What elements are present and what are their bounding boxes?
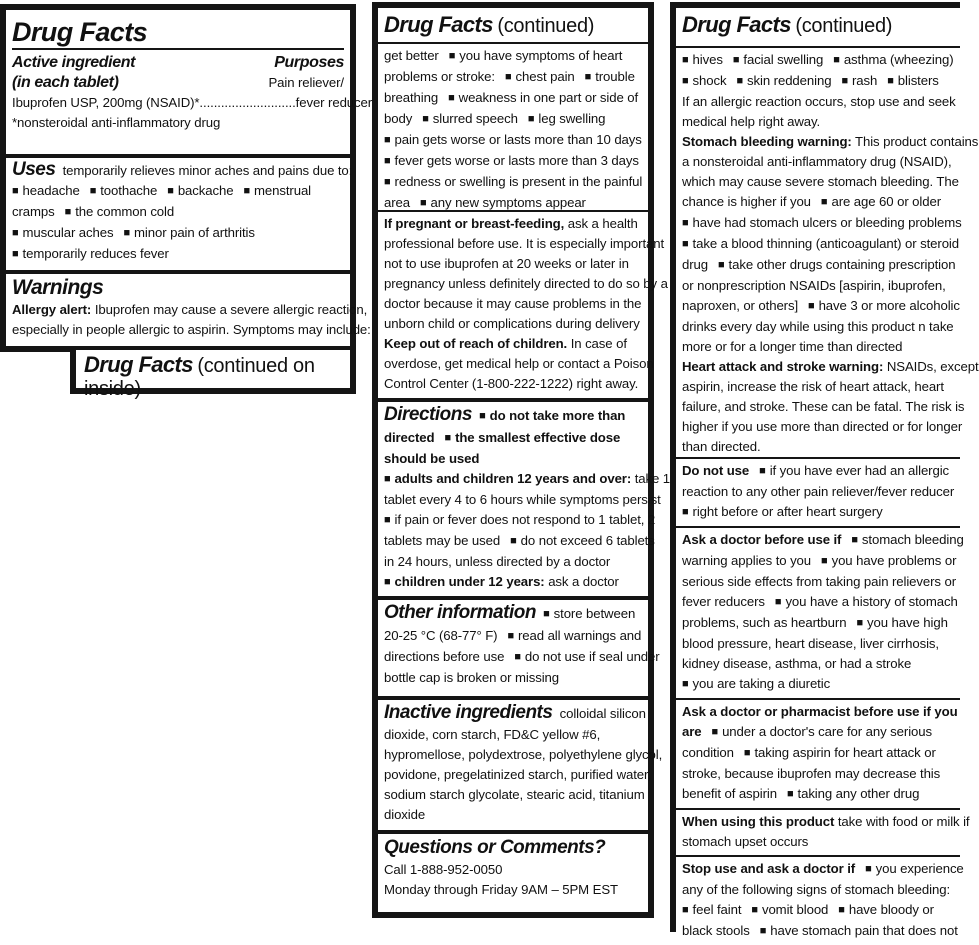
use-item: ■ temporarily reduces fever bbox=[12, 246, 169, 261]
panel-title-tail: (continued) bbox=[795, 15, 893, 37]
symptom-item: ■ rash bbox=[841, 73, 877, 88]
text: povidone, pregelatinized starch, purified water, bbox=[384, 767, 652, 782]
text: benefit of aspirin bbox=[682, 786, 777, 801]
directions-heading: Directions bbox=[384, 404, 472, 425]
continued-on-inside-box bbox=[70, 350, 356, 400]
use-item-cont: cramps bbox=[12, 204, 55, 219]
condition-item: ■ have bloody or bbox=[838, 902, 934, 917]
condition-item: ■ you have problems or bbox=[821, 553, 956, 568]
text: naproxen, or others] bbox=[682, 298, 799, 313]
ask-pharmacist-label: are bbox=[682, 724, 702, 739]
condition-item: ■ you experience bbox=[865, 861, 964, 876]
text: NSAIDs, except bbox=[886, 359, 979, 374]
warning-item: ■ pain gets worse or lasts more than 10 days bbox=[384, 132, 642, 147]
condition-item: ■ have stomach pain that does not bbox=[760, 923, 958, 938]
text: ask a health bbox=[567, 216, 638, 231]
symptom-item: ■ hives bbox=[682, 52, 723, 67]
drug-facts-panel-3 bbox=[670, 2, 979, 938]
symptom-item: ■ skin reddening bbox=[737, 73, 832, 88]
info-item: ■ do not use if seal under bbox=[514, 649, 659, 664]
warnings-section bbox=[6, 274, 371, 343]
directions-section bbox=[378, 402, 671, 600]
ask-pharmacist-section bbox=[676, 700, 960, 810]
direction-item: ■ children under 12 years: bbox=[384, 574, 545, 589]
text: dioxide bbox=[384, 807, 426, 822]
inactive-ingredients-section bbox=[378, 700, 663, 834]
warning-item: ■ fever gets worse or lasts more than 3 days bbox=[384, 153, 639, 168]
text: problems or stroke: bbox=[384, 69, 495, 84]
text: If an allergic reaction occurs, stop use and seek bbox=[682, 94, 956, 109]
condition-item: ■ stomach bleeding bbox=[851, 532, 963, 547]
text: in 24 hours, unless directed by a doctor bbox=[384, 554, 611, 569]
text: bottle cap is broken or missing bbox=[384, 670, 560, 685]
text: fever reducers bbox=[682, 594, 765, 609]
text: serious side effects from taking pain relievers or bbox=[682, 574, 957, 589]
condition-item: ■ taking aspirin for heart attack or bbox=[744, 745, 936, 760]
condition-item: ■ feel faint bbox=[682, 902, 741, 917]
continued-title: Drug Facts bbox=[84, 352, 193, 377]
condition-item: ■ you have a history of stomach bbox=[775, 594, 958, 609]
text: not to use ibuprofen at 20 weeks or later in bbox=[384, 256, 629, 271]
text: drug bbox=[682, 257, 708, 272]
warning-item: ■ redness or swelling is present in the painful bbox=[384, 174, 642, 189]
use-item: ■ backache bbox=[167, 183, 233, 198]
text: problems, such as heartburn bbox=[682, 615, 847, 630]
do-not-use-section bbox=[676, 457, 960, 528]
questions-heading: Questions or Comments? bbox=[384, 837, 606, 858]
text: a nonsteroidal anti-inflammatory drug (NSAID), bbox=[682, 154, 952, 169]
text: black stools bbox=[682, 923, 750, 938]
condition-item: ■ you are taking a diuretic bbox=[682, 676, 830, 691]
other-info-heading: Other information bbox=[384, 602, 536, 623]
text: unborn child or complications during delivery bbox=[384, 316, 640, 331]
use-item: ■ toothache bbox=[90, 183, 158, 198]
stop-use-section bbox=[676, 857, 964, 945]
text: body bbox=[384, 111, 413, 126]
questions-section bbox=[378, 834, 648, 903]
warning-item: ■ weakness in one part or side of bbox=[448, 90, 638, 105]
drug-facts-panel-2 bbox=[372, 2, 671, 918]
text: warning applies to you bbox=[682, 553, 812, 568]
text: ask a doctor bbox=[548, 574, 619, 589]
stomach-warning-label: Stomach bleeding warning: bbox=[682, 134, 852, 149]
text: 20-25 °C (68-77° F) bbox=[384, 628, 498, 643]
text: doctor because it may cause problems in the bbox=[384, 296, 642, 311]
active-ingredient-section bbox=[6, 10, 373, 158]
text: aspirin, increase the risk of heart attack, heart bbox=[682, 379, 944, 394]
hours: Monday through Friday 9AM – 5PM EST bbox=[384, 882, 618, 897]
pregnancy-label: If pregnant or breast-feeding, bbox=[384, 216, 565, 231]
text: professional before use. It is especially important bbox=[384, 236, 665, 251]
use-item: ■ menstrual bbox=[243, 183, 311, 198]
risk-item: ■ take a blood thinning (anticoagulant) or steroid bbox=[682, 236, 959, 251]
continued-tail: (continued on inside) bbox=[84, 355, 315, 400]
pregnancy-section bbox=[378, 212, 668, 402]
direction-item: ■ do not exceed 6 tablets bbox=[510, 533, 655, 548]
when-using-label: When using this product bbox=[682, 814, 835, 829]
keep-out-label: Keep out of reach of children. bbox=[384, 336, 568, 351]
text: hypromellose, polydextrose, polyethylene glycol, bbox=[384, 747, 663, 762]
text: directions before use bbox=[384, 649, 505, 664]
symptom-item: ■ shock bbox=[682, 73, 727, 88]
warning-item: ■ slurred speech bbox=[422, 111, 518, 126]
text: higher if you use more than directed or for longer bbox=[682, 419, 963, 434]
text: than directed. bbox=[682, 439, 761, 454]
direction-item: ■ the smallest effective dose bbox=[445, 430, 621, 445]
risk-item: ■ have 3 or more alcoholic bbox=[808, 298, 960, 313]
text: reaction to any other pain reliever/fever reducer bbox=[682, 484, 955, 499]
text: Control Center (1-800-222-1222) right away. bbox=[384, 376, 639, 391]
text: which may cause severe stomach bleeding. The bbox=[682, 174, 959, 189]
warning-item: ■ chest pain bbox=[505, 69, 575, 84]
direction-item: ■ adults and children 12 years and over: bbox=[384, 471, 631, 486]
panel-2-header bbox=[378, 8, 648, 44]
condition-item: ■ taking any other drug bbox=[787, 786, 919, 801]
active-ingredient-heading: Active ingredient bbox=[12, 54, 136, 71]
symptom-item: ■ asthma (wheezing) bbox=[833, 52, 953, 67]
direction-item: ■ if pain or fever does not respond to 1 tablet, 2 bbox=[384, 512, 655, 527]
ingredient-line: Ibuprofen USP, 200mg (NSAID)*...........................fever reducer bbox=[12, 95, 373, 110]
text: stroke, because ibuprofen may decrease this bbox=[682, 766, 941, 781]
ask-doctor-section bbox=[676, 528, 964, 700]
direction-item: ■ do not take more than bbox=[479, 408, 625, 423]
active-ingredient-subheading: (in each tablet) bbox=[12, 74, 119, 91]
symptom-item: ■ facial swelling bbox=[733, 52, 823, 67]
ask-pharmacist-label: Ask a doctor or pharmacist before use if you bbox=[682, 704, 958, 719]
panel-title: Drug Facts bbox=[12, 16, 344, 50]
when-using-section bbox=[676, 810, 970, 857]
risk-item: ■ have had stomach ulcers or bleeding problems bbox=[682, 215, 962, 230]
warning-item: ■ any new symptoms appear bbox=[420, 195, 586, 210]
text: should be used bbox=[384, 451, 480, 466]
text: take 1 bbox=[634, 471, 671, 486]
text: directed bbox=[384, 430, 435, 445]
text: kidney disease, asthma, or had a stroke bbox=[682, 656, 912, 671]
condition-item: ■ you have high bbox=[856, 615, 947, 630]
text: area bbox=[384, 195, 410, 210]
panel-title: Drug Facts bbox=[384, 12, 493, 37]
text: blood pressure, heart disease, liver cirrhosis, bbox=[682, 636, 939, 651]
text: breathing bbox=[384, 90, 439, 105]
text: drinks every day while using this product n take bbox=[682, 319, 954, 334]
warning-item: ■ leg swelling bbox=[528, 111, 606, 126]
use-item: ■ headache bbox=[12, 183, 80, 198]
do-not-use-label: Do not use bbox=[682, 463, 750, 478]
allergy-symptoms-section bbox=[676, 48, 979, 457]
text: get better bbox=[384, 48, 439, 63]
inactive-heading: Inactive ingredients bbox=[384, 702, 553, 723]
text: dioxide, corn starch, FD&C yellow #6, bbox=[384, 727, 601, 742]
purposes-heading: Purposes bbox=[274, 54, 344, 71]
warnings-heading: Warnings bbox=[12, 276, 104, 299]
info-item: ■ read all warnings and bbox=[507, 628, 641, 643]
text: This product contains bbox=[855, 134, 979, 149]
ask-doctor-label: Ask a doctor before use if bbox=[682, 532, 842, 547]
text: chance is higher if you bbox=[682, 194, 811, 209]
text: stomach upset occurs bbox=[682, 834, 809, 849]
condition-item: ■ vomit blood bbox=[751, 902, 828, 917]
uses-section bbox=[6, 158, 353, 274]
stop-use-label: Stop use and ask a doctor if bbox=[682, 861, 856, 876]
text: tablet every 4 to 6 hours while symptoms persist bbox=[384, 492, 661, 507]
text: pregnancy unless definitely directed to do so by a bbox=[384, 276, 668, 291]
panel-3-header bbox=[676, 8, 960, 48]
drug-facts-panel-1 bbox=[0, 4, 373, 352]
text: failure, and stroke. These can be fatal. The risk is bbox=[682, 399, 965, 414]
allergy-text: Ibuprofen may cause a severe allergic reaction, bbox=[94, 302, 368, 317]
text: overdose, get medical help or contact a Poison bbox=[384, 356, 654, 371]
text: or nonprescription NSAIDs [aspirin, ibuprofen, bbox=[682, 278, 946, 293]
use-item: ■ the common cold bbox=[65, 204, 174, 219]
text: colloidal silicon bbox=[559, 706, 646, 721]
other-information-section bbox=[378, 600, 660, 700]
warning-item: ■ trouble bbox=[585, 69, 635, 84]
risk-item: ■ take other drugs containing prescription bbox=[718, 257, 955, 272]
risk-item: ■ are age 60 or older bbox=[821, 194, 941, 209]
text: more or for a longer time than directed bbox=[682, 339, 903, 354]
footnote: *nonsteroidal anti-inflammatory drug bbox=[12, 115, 221, 130]
uses-heading: Uses bbox=[12, 159, 56, 180]
condition-item: ■ under a doctor's care for any serious bbox=[712, 724, 932, 739]
info-item: ■ store between bbox=[543, 606, 635, 621]
phone-number: Call 1-888-952-0050 bbox=[384, 862, 503, 877]
text: any of the following signs of stomach bleeding: bbox=[682, 882, 951, 897]
text: sodium starch glycolate, stearic acid, titanium bbox=[384, 787, 645, 802]
allergy-text: especially in people allergic to aspirin. Symptoms may include: bbox=[12, 322, 371, 337]
condition-item: ■ right before or after heart surgery bbox=[682, 504, 883, 519]
use-item: ■ minor pain of arthritis bbox=[124, 225, 255, 240]
warning-item: ■ you have symptoms of heart bbox=[449, 48, 623, 63]
text: take with food or milk if bbox=[837, 814, 970, 829]
purpose-text: Pain reliever/ bbox=[268, 75, 344, 90]
warning-symptoms-section bbox=[378, 44, 648, 212]
panel-title: Drug Facts bbox=[682, 12, 791, 37]
text: medical help right away. bbox=[682, 114, 821, 129]
heart-warning-label: Heart attack and stroke warning: bbox=[682, 359, 884, 374]
text: tablets may be used bbox=[384, 533, 501, 548]
panel-title-tail: (continued) bbox=[497, 15, 595, 37]
text: condition bbox=[682, 745, 734, 760]
condition-item: ■ if you have ever had an allergic bbox=[759, 463, 949, 478]
use-item: ■ muscular aches bbox=[12, 225, 114, 240]
uses-intro: temporarily relieves minor aches and pains due to: bbox=[62, 163, 353, 178]
symptom-item: ■ blisters bbox=[887, 73, 939, 88]
allergy-alert-label: Allergy alert: bbox=[12, 302, 92, 317]
text: In case of bbox=[570, 336, 627, 351]
